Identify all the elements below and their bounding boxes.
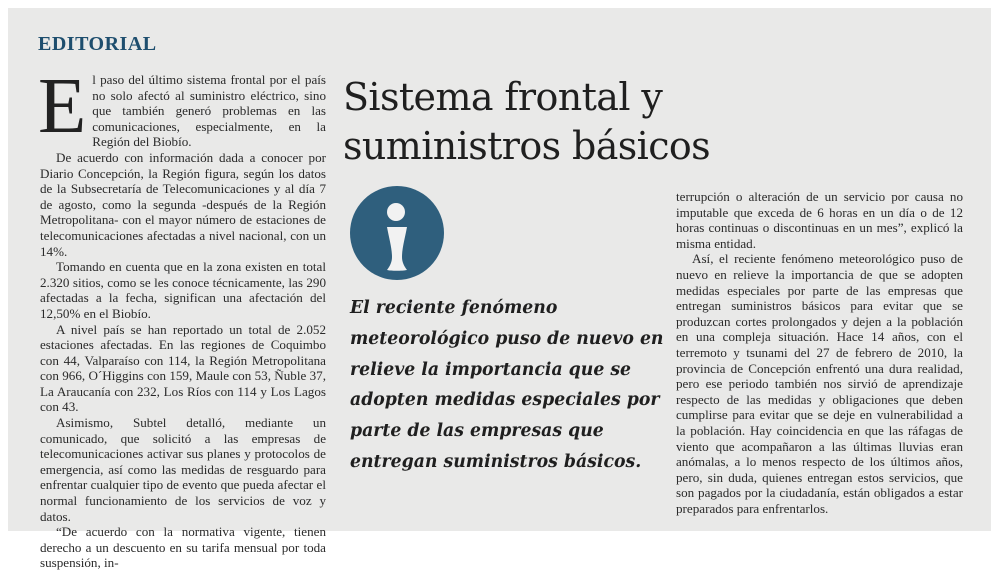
paragraph: A nivel país se han reportado un total de 2.052 estaciones afectadas. En las regiones de Coquimbo con 44, Valparaíso con 114, la Región Metropolitana con 966, O´Higgins con 159, Maule con 53, Ñuble 37, La Araucanía con 232, Los Ríos con 114 y Los Lagos con 43. [40, 321, 326, 415]
paragraph: “De acuerdo con la normativa vigente, tienen derecho a un descuento en su tarifa mensual por toda suspensión, in- [40, 524, 326, 571]
pull-quote-line: adopten medidas especiales por [350, 390, 660, 411]
article-column-right [676, 189, 963, 516]
pull-quote-line: El reciente fenómeno [350, 298, 558, 318]
paragraph: terrupción o alteración de un servicio por causa no imputable que exceda de 6 horas en un día o de 12 horas continuas o discontinuas en un mes”, explicó la misma entidad. [676, 189, 963, 251]
pull-quote-line: relieve la importancia que se [350, 359, 632, 380]
info-icon [350, 186, 444, 280]
paragraph [38, 63, 326, 150]
paragraph: Tomando en cuenta que en la zona existen en total 2.320 sitios, como se les conoce técnicamente, las 290 afectadas a la fecha, significan una afectación del 12,50% en el Biobío. [40, 259, 326, 321]
paragraph: Así, el reciente fenómeno meteorológico puso de nuevo en relieve la importancia de que se adopten medidas especiales por parte de las empresas que entregan suministros básicos para evitar que se produzcan cortes prolongados y dejen a la población en una compleja situación. Hace 14 años, con el terremoto y tsunami del 27 de febrero de 2010, la provincia de Concepción enfrentó una dura realidad, pero ese periodo también nos sirvió de aprendizaje respecto de las medidas y obligaciones que deben cumplirse para evitar que se deje en vulnerabilidad a la población. Hay coincidencia en que las ráfagas de viento que acompañaron a las últimas lluvias eran anómalas, a lo menos respecto de los últimos años, pero, sin duda, quienes entregan estos servicios, que son pagados por la ciudadanía, están obligados a estar preparados para enfrentarlos. [676, 251, 963, 516]
pull-quote [350, 293, 664, 478]
section-label: EDITORIAL [38, 33, 157, 55]
pull-quote-line: parte de las empresas que [350, 421, 604, 442]
paragraph: Asimismo, Subtel detalló, mediante un comunicado, que solicitó a las empresas de telecomunicaciones activar sus planes y protocolos de emergencia, así como las medidas de resguardo para enfrentar cualquier tipo de evento que pueda afectar el normal funcionamiento de los servicios de voz y datos. [40, 415, 326, 524]
paragraph: De acuerdo con información dada a conocer por Diario Concepción, la Región figura, según los datos de la Subsecretaría de Telecomunicaciones y al día 7 de agosto, como la segunda -después de la Región Metropolitana- con el mayor número de estaciones de telecomunicaciones afectadas a nivel nacional, con un 14%. [40, 149, 326, 259]
drop-cap: E [38, 63, 87, 150]
headline-line: suministros básicos [343, 124, 711, 168]
article-column-left [38, 63, 326, 571]
pull-quote-line: entregan suministros básicos. [350, 451, 642, 472]
headline-line: Sistema frontal y [343, 75, 663, 119]
pull-quote-line: meteorológico puso de nuevo en [350, 328, 664, 349]
paragraph-text: l paso del último sistema frontal por el país no solo afectó al suministro eléctrico, sino que también generó problemas en las comunicaciones, especialmente, en la Región del Biobío. [92, 72, 326, 150]
headline [343, 73, 743, 171]
info-icon-dot [387, 203, 405, 221]
